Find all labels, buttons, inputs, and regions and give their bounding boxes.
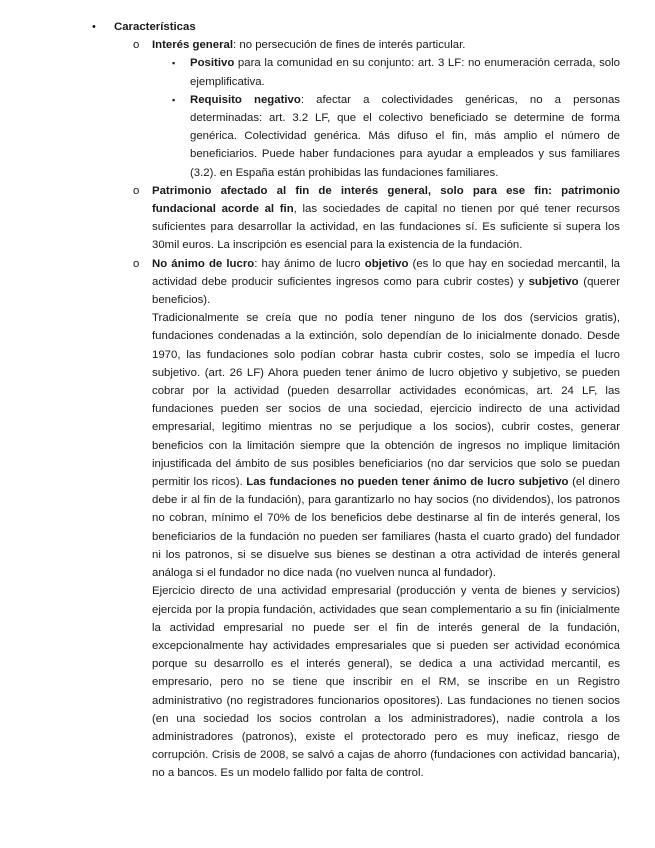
list-item-interes-general — [133, 36, 620, 182]
list-item-positivo — [172, 54, 620, 90]
lucro-objetivo: objetivo — [364, 257, 409, 270]
para1-text-b: (el dinero debe ir al fin de la fundación), para garantizarlo no hay socios (no dividendos), los patronos no cobran, mínimo el 70% de los beneficios debe destinarse al fin de interés general, los beneficiarios de la fundación no pueden ser familiares (hasta el cuarto grado) del fundador ni los patronos, si se disuelve sus bienes se destinan a otra actividad de interés general análoga si el fundador no dice nada (no vuelven nunca al fundador). — [152, 476, 620, 580]
circle-marker: o — [133, 39, 140, 52]
lucro-text-2: (es lo que hay en sociedad mercantil, la actividad debe producir suficientes ingresos como para cubrir costes) y — [152, 257, 620, 288]
square-marker: ▪ — [172, 58, 176, 69]
list-item-patrimonio — [133, 182, 620, 255]
circle-marker: o — [133, 184, 140, 197]
list-item-requisito-negativo — [172, 91, 620, 182]
lucro-label: No ánimo de lucro — [152, 257, 255, 270]
paragraph-ejercicio-directo: Ejercicio directo de una actividad empresarial (producción y venta de bienes y servicios) ejercida por la propia fundación, actividades que sean complementario a su fin (inicialmente la actividad empresarial no puede ser el fin de interés general de la fundación, excepcionalmente hay actividades empresariales que si pueden ser actividad económica porque su desarrollo es el interés general), se dedica a una actividad mercantil, es empresario, pero no se tiene que inscribir en el RM, se inscribe en un Registro administrativo (no registradores funcionarios opositores). Las fundaciones no tienen socios (en una sociedad los socios controlan a los administradores), nadie controla a los administradores (patronos), existe el protectorado pero es muy ineficaz, riesgo de corrupción. Crisis de 2008, se salvó a cajas de ahorro (fundaciones con actividad bancaria), no a bancos. Es un modelo fallido por falta de control. — [152, 585, 620, 780]
list-level1-item — [92, 18, 624, 783]
interes-text: : no persecución de fines de interés particular. — [233, 39, 466, 52]
para1-bold: Las fundaciones no pueden tener ánimo de lucro subjetivo — [246, 476, 569, 489]
lucro-subjetivo: subjetivo — [528, 275, 579, 288]
patrimonio-label: Patrimonio afectado al fin de interés general, solo para ese fin: patrimonio fundacional acorde al fin — [152, 184, 620, 216]
para1-text-a: Tradicionalmente se creía que no podía tener ninguno de los dos (servicios gratis), fundaciones condenadas a la extinción, solo dependían de lo inicialmente donado. Desde 1970, las fundaciones solo podían cobrar hasta cubrir costes, solo se impedía el lucro subjetivo. (art. 26 LF) Ahora pueden tener ánimo de lucro objetivo y subjetivo, se pueden cobrar por la actividad (pueden desarrollar actividades económicas, art. 24 LF, las fundaciones pueden ser socios de una sociedad, ejercicio indirecto de una actividad empresarial, legitimo mientras no se perjudique a los socios), cubrir costes, generar beneficios con la limitación siempre que la obtención de ingresos no implique limitación injustificada del ámbito de sus posibles beneficiarios (no dar servicios que solo se puedan permitir los ricos). — [152, 312, 620, 489]
positivo-text: para la comunidad en su conjunto: art. 3 LF: no enumeración cerrada, solo ejemplificativa. — [190, 57, 620, 88]
patrimonio-text: , las sociedades de capital no tienen por qué tener recursos suficientes para desarrollar la actividad, en las fundaciones sí. Es suficiente si supera los 30mil euros. La inscripción es esencial para la existencia de la fundación. — [152, 203, 620, 252]
negativo-text: : afectar a colectividades genéricas, no a personas determinadas: art. 3.2 LF, que el colectivo beneficiado se determine de forma genérica. Colectividad genérica. Más difuso el fin, más amplio el número de beneficiarios. Puede haber fundaciones para ayudar a empleados y sus familiares (3.2). en España están prohibidas las fundaciones familiares. — [190, 93, 620, 179]
list-item-no-animo-lucro — [133, 255, 621, 783]
circle-marker: o — [133, 257, 140, 270]
bullet-marker: • — [92, 21, 96, 33]
negativo-label: Requisito negativo — [190, 93, 301, 106]
interes-label: Interés general — [152, 39, 234, 52]
paragraph-tradicionalmente — [152, 309, 620, 582]
lucro-text-3: (querer beneficios). — [152, 275, 621, 307]
section-heading: Características — [114, 21, 196, 33]
positivo-label: Positivo — [190, 57, 235, 70]
square-marker: ▪ — [172, 94, 176, 105]
lucro-text-1: : hay ánimo de lucro — [254, 257, 365, 270]
